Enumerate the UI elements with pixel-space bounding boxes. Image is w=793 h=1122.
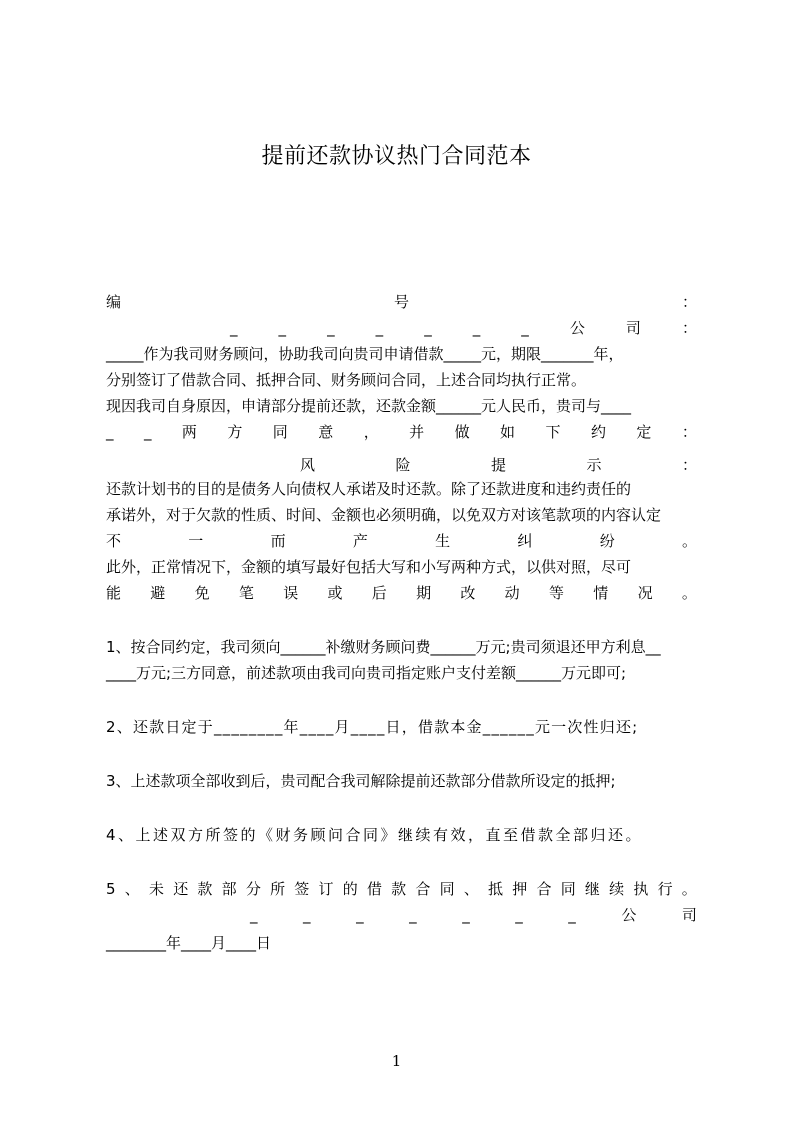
risk-text-line: 承诺外，对于欠款的性质、时间、金额也必须明确，以免双方对该笔款项的内容认定 <box>106 506 662 524</box>
intro-line: 分别签订了借款合同、抵押合同、财务顾问合同，上述合同均执行正常。 <box>106 371 587 389</box>
signature-date: ________年____月____日 <box>106 934 272 952</box>
clause-2: 2、还款日定于________年____月____日，借款本金______元一次性归还; <box>106 718 639 736</box>
clause-4: 4、上述双方所签的《财务顾问合同》继续有效，直至借款全部归还。 <box>106 826 644 844</box>
signature-company: _ _ _ _ _ _ _ 公 司 <box>250 906 697 924</box>
intro-line: _____作为我司财务顾问，协助我司向贵司申请借款_____元，期限_______年， <box>106 345 624 363</box>
risk-text-line: 还款计划书的目的是债务人向债权人承诺及时还款。除了还款进度和违约责任的 <box>106 480 632 498</box>
clause-5: 5 、 未 还 款 部 分 所 签 订 的 借 款 合 同 、 抵 押 合 同 继 续 执 行 。 <box>106 880 697 898</box>
contract-number-line: 编 号 ： <box>106 293 697 311</box>
risk-text-line: 此外，正常情况下，金额的填写最好包括大写和小写两种方式，以供对照，尽可 <box>106 558 632 576</box>
risk-text-line: 能 避 免 笔 误 或 后 期 改 动 等 情 况 。 <box>106 584 697 602</box>
intro-line: _ _ 两 方 同 意 ， 并 做 如 下 约 定 ： <box>106 423 697 441</box>
intro-line: 现因我司自身原因，申请部分提前还款，还款金额______元人民币，贵司与____ <box>106 397 632 415</box>
clause-1-line: 1、按合同约定，我司须向______补缴财务顾问费______万元;贵司须退还甲方利息__ <box>106 638 661 656</box>
company-party-line: _ _ _ _ _ _ _ 公 司 ： <box>230 319 697 337</box>
risk-heading: 风 险 提 示 ： <box>300 456 697 474</box>
clause-1-line: ____万元;三方同意，前述款项由我司向贵司指定账户支付差额______万元即可; <box>106 664 627 682</box>
document-title: 提前还款协议热门合同范本 <box>261 144 532 169</box>
risk-text-line: 不 一 而 产 生 纠 纷 。 <box>106 532 697 550</box>
page-number: 1 <box>391 1052 402 1070</box>
clause-3: 3、上述款项全部收到后，贵司配合我司解除提前还款部分借款所设定的抵押; <box>106 772 616 790</box>
